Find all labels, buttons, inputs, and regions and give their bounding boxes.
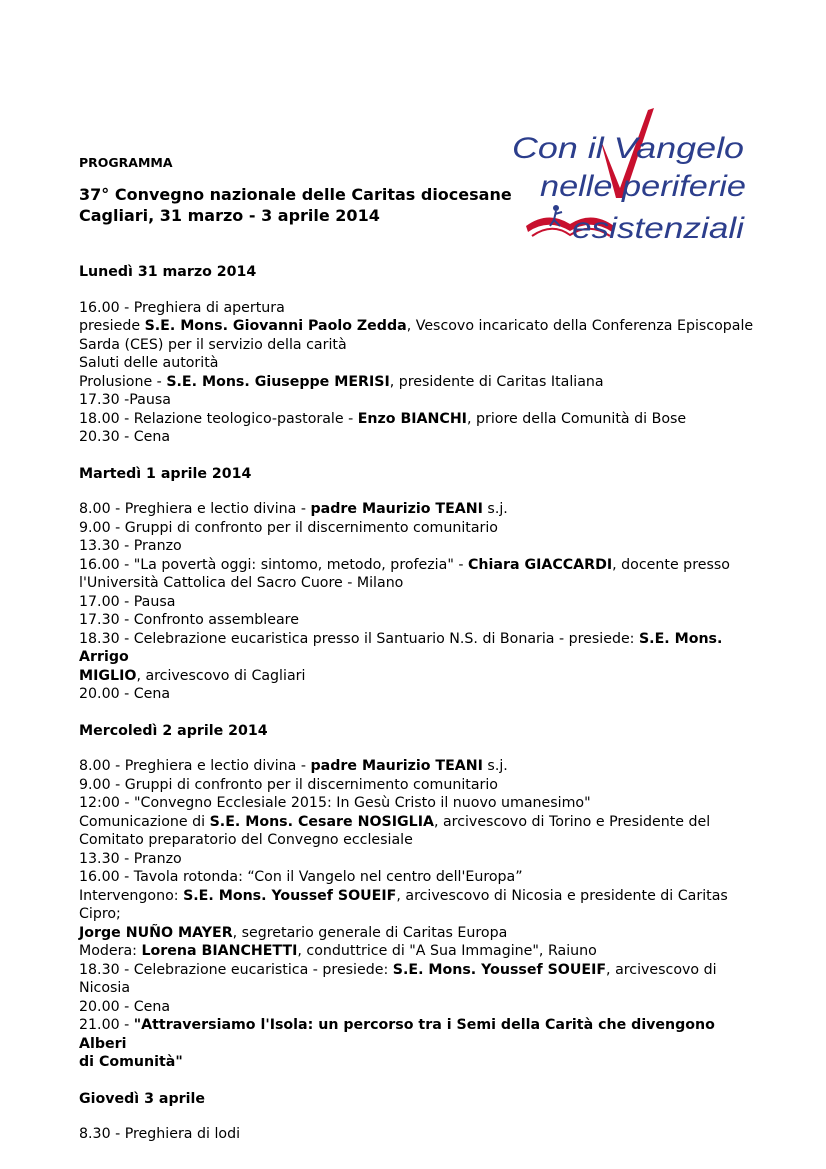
speaker-name: Lorena BIANCHETTI <box>141 943 298 959</box>
schedule-line <box>79 998 759 1017</box>
day-heading: Giovedì 3 aprile <box>79 1090 205 1107</box>
schedule-text: 20.00 - Cena <box>79 686 171 702</box>
schedule-line <box>79 1016 759 1053</box>
event-dates: Cagliari, 31 marzo - 3 aprile 2014 <box>79 206 380 225</box>
schedule-line <box>79 574 759 593</box>
schedule-line <box>79 611 759 630</box>
speaker-name: S.E. Mons. Cesare NOSIGLIA <box>209 813 434 830</box>
schedule-text: 20.00 - Cena <box>79 998 171 1015</box>
schedule-line <box>79 500 759 519</box>
event-title: 37° Convegno nazionale delle Caritas diocesane <box>79 185 512 204</box>
schedule-text: 16.00 - Preghiera di apertura <box>79 299 285 316</box>
schedule-text: , presidente di Caritas Italiana <box>389 373 604 390</box>
day-section <box>79 1090 759 1144</box>
schedule-text: 12:00 - "Convegno Ecclesiale 2015: In Gesù Cristo il nuovo umanesimo" <box>79 795 591 811</box>
schedule-line <box>79 794 759 813</box>
day-heading: Mercoledì 2 aprile 2014 <box>79 722 268 739</box>
schedule-text: Modera: <box>79 943 142 959</box>
schedule-text: 20.30 - Cena <box>79 429 171 445</box>
schedule-text: 13.30 - Pranzo <box>79 850 182 867</box>
schedule-text: , arcivescovo di Torino e Presidente del <box>433 813 711 830</box>
schedule-line <box>79 354 759 373</box>
schedule-text: 13.30 - Pranzo <box>79 538 182 554</box>
schedule-text: 18.30 - Celebrazione eucaristica - presiede: <box>79 961 393 978</box>
schedule-text: s.j. <box>482 758 508 774</box>
schedule-line <box>79 813 759 832</box>
schedule-text: , priore della Comunità di Bose <box>466 410 687 427</box>
schedule-line <box>79 1125 759 1144</box>
schedule-text: , docente presso <box>612 556 730 573</box>
schedule-text: 9.00 - Gruppi di confronto per il discernimento comunitario <box>79 776 498 793</box>
day-section <box>79 263 759 465</box>
schedule-text: Sarda (CES) per il servizio della carità <box>79 336 347 353</box>
schedule-line <box>79 831 759 850</box>
schedule-text: l'Università Cattolica del Sacro Cuore - Milano <box>79 575 404 591</box>
schedule-line <box>79 1053 759 1072</box>
schedule-line <box>79 410 759 429</box>
schedule-line <box>79 868 759 887</box>
day-section <box>79 465 759 722</box>
schedule-text: 16.00 - "La povertà oggi: sintomo, metodo, profezia" - <box>79 556 468 573</box>
schedule-text: 17.30 - Confronto assembleare <box>79 612 299 628</box>
schedule-line <box>79 391 759 410</box>
schedule-line <box>79 317 759 336</box>
speaker-name: di Comunità" <box>79 1054 183 1070</box>
schedule-text: Comunicazione di <box>79 813 210 830</box>
schedule-line <box>79 757 759 776</box>
speaker-name: S.E. Mons. Youssef SOUEIF <box>183 887 397 904</box>
speaker-name: S.E. Mons. Giuseppe MERISI <box>166 373 390 390</box>
schedule-line <box>79 776 759 795</box>
speaker-name: Enzo BIANCHI <box>357 410 467 427</box>
speaker-name: padre Maurizio TEANI <box>310 758 483 774</box>
program-label: PROGRAMMA <box>79 155 173 170</box>
schedule-text: 8.00 - Preghiera e lectio divina - <box>79 501 311 517</box>
speaker-name: Jorge NUÑO MAYER <box>79 924 233 941</box>
schedule-line <box>79 924 759 943</box>
schedule-text: Intervengono: <box>79 887 184 904</box>
logo-line1: Con il Vangelo <box>512 132 744 165</box>
schedule-text: Prolusione - <box>79 373 167 390</box>
schedule-line <box>79 519 759 538</box>
speaker-name: S.E. Mons. Youssef SOUEIF <box>392 961 607 978</box>
schedule-text: , segretario generale di Caritas Europa <box>232 924 508 941</box>
day-heading: Martedì 1 aprile 2014 <box>79 465 252 482</box>
schedule-text: 21.00 - <box>79 1017 134 1033</box>
schedule-text: s.j. <box>482 501 508 517</box>
schedule-text: , arcivescovo di Nicosia <box>79 961 717 996</box>
schedule-line <box>79 336 759 355</box>
schedule-line <box>79 537 759 556</box>
schedule-text: , arcivescovo di Cagliari <box>136 667 306 684</box>
day-section <box>79 722 759 1090</box>
speaker-name: S.E. Mons. Arrigo <box>79 630 723 665</box>
schedule-text: 17.00 - Pausa <box>79 593 176 610</box>
schedule-text: 8.00 - Preghiera e lectio divina - <box>79 758 311 774</box>
speaker-name: S.E. Mons. Giovanni Paolo Zedda <box>144 318 407 334</box>
schedule-text: 9.00 - Gruppi di confronto per il discernimento comunitario <box>79 519 498 536</box>
schedule-text: 8.30 - Preghiera di lodi <box>79 1126 241 1142</box>
schedule-text: 18.30 - Celebrazione eucaristica presso il Santuario N.S. di Bonaria - presiede: <box>79 630 639 647</box>
schedule-line <box>79 887 759 924</box>
schedule-line <box>79 667 759 686</box>
schedule-line <box>79 961 759 998</box>
logo-line3: esistenziali <box>572 212 746 245</box>
logo-line2: nelle periferie <box>540 170 746 203</box>
schedule-text: presiede <box>79 318 145 334</box>
speaker-name: Chiara GIACCARDI <box>468 556 613 573</box>
schedule-text: 17.30 -Pausa <box>79 392 171 408</box>
schedule-line <box>79 299 759 318</box>
schedule-text: , conduttrice di "A Sua Immagine", Raiuno <box>297 943 597 959</box>
schedule-line <box>79 685 759 704</box>
schedule-line <box>79 428 759 447</box>
schedule-days <box>79 263 759 1144</box>
schedule-text: , arcivescovo di Nicosia e presidente di Caritas Cipro; <box>79 887 728 922</box>
schedule-text: 16.00 - Tavola rotonda: “Con il Vangelo nel centro dell'Europa” <box>79 869 523 885</box>
program-content <box>79 154 759 1144</box>
schedule-text: , Vescovo incaricato della Conferenza Episcopale <box>406 318 754 334</box>
speaker-name: "Attraversiamo l'Isola: un percorso tra i Semi della Carità che divengono Alberi <box>79 1017 715 1052</box>
schedule-text: 18.00 - Relazione teologico-pastorale - <box>79 410 358 427</box>
schedule-line <box>79 373 759 392</box>
schedule-line <box>79 942 759 961</box>
speaker-name: padre Maurizio TEANI <box>310 501 483 517</box>
schedule-text: Saluti delle autorità <box>79 355 219 371</box>
schedule-line <box>79 556 759 575</box>
schedule-text: Comitato preparatorio del Convegno ecclesiale <box>79 832 413 848</box>
schedule-line <box>79 630 759 667</box>
schedule-line <box>79 593 759 612</box>
day-heading: Lunedì 31 marzo 2014 <box>79 264 257 280</box>
schedule-line <box>79 850 759 869</box>
speaker-name: MIGLIO <box>79 667 137 684</box>
